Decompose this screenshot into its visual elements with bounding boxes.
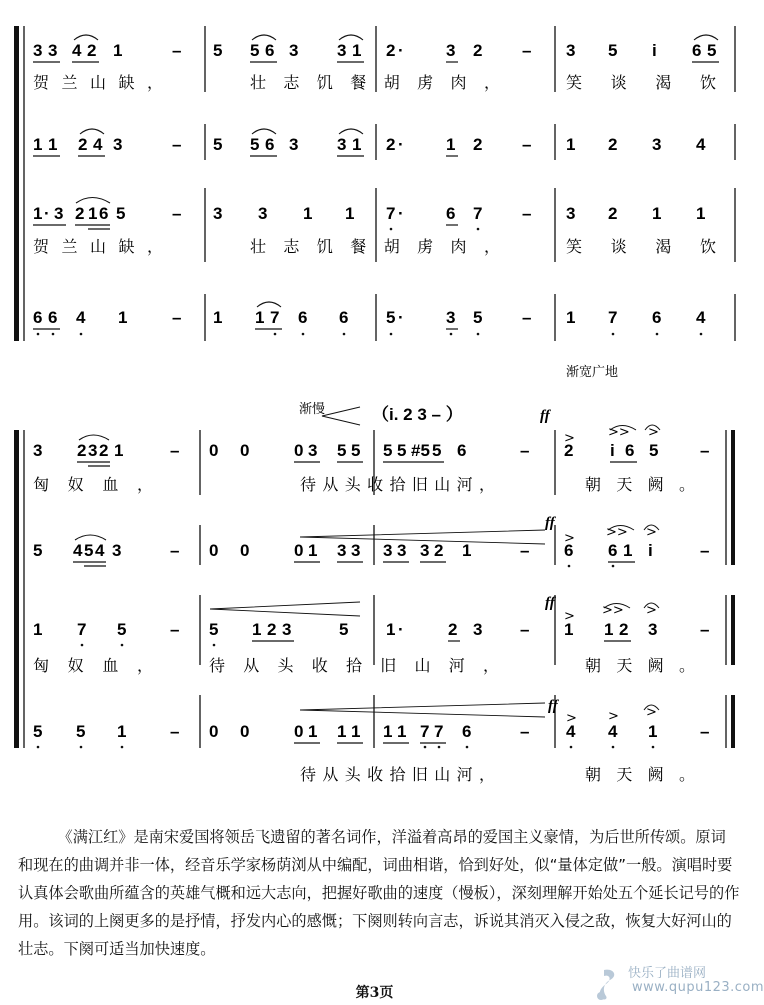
lyric: 朝天阙。 [585,765,695,784]
note: 1 [462,541,472,560]
accent-mark: > [564,431,575,446]
note: 6 [265,135,275,154]
note: 4 [73,541,83,560]
note: 0 [294,541,304,560]
note: 1 [566,308,576,327]
note: 5 [209,620,219,639]
tempo-mark-slower: 渐慢 [299,402,326,417]
accent-mark: >> [608,425,630,440]
note: 3 [337,541,347,560]
note: 5 [649,441,659,460]
note: 2 [99,441,109,460]
note: 0 [294,722,304,741]
dot: · [398,620,404,639]
dash: – [522,41,532,60]
note: 3 [54,204,64,223]
staff-row-8 [33,705,709,784]
dash: – [172,204,182,223]
note: 1 [345,204,355,223]
decrescendo-hairpin [322,407,360,425]
dynamic-ff: ff [545,595,555,611]
note: 5 [351,441,361,460]
note: 2 [386,41,396,60]
accent-mark: > [608,709,619,724]
note: 5 [84,541,94,560]
crescendo-hairpin [210,602,360,616]
note: 6 [564,541,574,560]
note: 1 [386,620,396,639]
note: 6 [265,41,275,60]
dynamic-ff: ff [545,515,555,531]
lyric: 笑谈渴饮 [566,237,716,256]
note: 3 [88,441,98,460]
note: 3 [446,308,456,327]
note: 3 [652,135,662,154]
dash: – [700,620,710,639]
accent-mark: > [646,525,657,540]
note: 6 [298,308,308,327]
note: 0 [240,441,250,460]
note: 1 [117,722,127,741]
note: 1 [623,541,633,560]
lyric: 朝天阙。 [585,475,695,494]
note: 5 [337,441,347,460]
dot: · [398,135,404,154]
note: 0 [209,722,219,741]
note: 1 [113,41,123,60]
lyric: 壮志饥餐胡虏肉， [250,73,500,92]
song-description: 《满江红》是南宋爱国将领岳飞遗留的著名词作，洋溢着高昂的爱国主义豪情，为后世所传颂。原词和现在的曲调并非一体，经音乐学家杨荫浏从中编配，词曲相谐，恰到好处，似“量体定做”一般。演唱时要认真体会歌曲所蕴含的英雄气概和远大志向，把握好歌曲的速度（慢板），深刻理解开始处五个延长记号的作用。该词的上阕更多的是抒情，抒发内心的感慨；下阕则转向言志，诉说其消灭入侵之敌，恢复大好河山的壮志。下阕可适当加快速度。 [18,828,740,958]
system-2 [14,364,738,784]
note: 5 [250,135,260,154]
note: 1 [48,135,58,154]
note: 1 [255,308,265,327]
note: 1 [566,135,576,154]
note: 5 [116,204,126,223]
note: 2 [448,620,458,639]
note: 1 [303,204,313,223]
note: 3 [566,204,576,223]
note: 5 [213,41,223,60]
note: 1 [352,41,362,60]
note: i [652,41,657,60]
note: 1 [33,620,43,639]
note: 5 [432,441,442,460]
note: 2 [77,441,87,460]
system-1-brace [14,26,19,341]
staff-row-5 [33,425,709,494]
dash: – [700,722,710,741]
lyric: 待从头收拾旧山河， [300,765,495,784]
lyric: 待从头收拾旧山河， [300,475,495,494]
dot: · [398,204,404,223]
note: 6 [99,204,109,223]
note: 3 [446,41,456,60]
instrumental-bracket: （i. 2 3 – ） [372,405,463,424]
staff-row-4 [33,302,706,335]
note: 1 [564,620,574,639]
crescendo-hairpin [300,703,545,717]
dash: – [522,135,532,154]
note: i [610,441,615,460]
note: 2 [75,204,85,223]
note: 6 [33,308,43,327]
note: 3 [258,204,268,223]
dynamic-ff: ff [548,698,558,714]
note: 6 [339,308,349,327]
note: 7 [386,204,396,223]
dot: · [398,308,404,327]
note: 1 [308,722,318,741]
note: 3 [282,620,292,639]
note: 4 [72,41,82,60]
note: 7 [434,722,444,741]
dash: – [170,541,180,560]
dash: – [520,620,530,639]
note: 1 [114,441,124,460]
note: 7 [473,204,483,223]
note: 3 [112,541,122,560]
note: 1 [604,620,614,639]
note: 3 [289,41,299,60]
note: 1 [397,722,407,741]
accent-mark: > [564,609,575,624]
dash: – [172,135,182,154]
slur [74,35,98,40]
dash: – [522,204,532,223]
note: 3 [383,541,393,560]
system-1 [14,26,742,341]
accent-mark: > [564,531,575,546]
note: 5 [386,308,396,327]
note: 3 [351,541,361,560]
note: 3 [113,135,123,154]
note: 2 [267,620,277,639]
dot: · [44,204,50,223]
page-number: 第3页 [355,985,394,1001]
note: 6 [48,308,58,327]
note: 3 [420,541,430,560]
note: 2 [473,135,483,154]
note: 4 [566,722,576,741]
note: 2 [473,41,483,60]
note: 5 [250,41,260,60]
tempo-mark-broad: 渐宽广地 [566,365,619,380]
dash: – [172,308,182,327]
note: i [648,541,653,560]
note: 1 [337,722,347,741]
note: 5 [397,441,407,460]
note: 1 [352,135,362,154]
dash: – [522,308,532,327]
note: 5 [339,620,349,639]
note: 1 [118,308,128,327]
note: 3 [33,441,43,460]
watermark-text: 快乐了曲谱网 [628,966,707,981]
note: 3 [308,441,318,460]
note: 1 [652,204,662,223]
accent-mark: >> [602,603,624,618]
staff-row-3 [33,198,716,257]
lyric: 匈奴血， [33,656,153,675]
note: 1 [308,541,318,560]
note: 1 [383,722,393,741]
dash: – [172,41,182,60]
dash: – [700,441,710,460]
dash: – [520,722,530,741]
note: 3 [648,620,658,639]
note: 5 [473,308,483,327]
note: 3 [337,41,347,60]
staff-row-6 [33,525,709,567]
note: 1 [252,620,262,639]
note: 4 [696,308,706,327]
watermark-url: www.qupu123.com [632,980,764,995]
lyric: 待从头收拾旧山河， [209,656,499,675]
note: 6 [446,204,456,223]
accent-mark: > [646,603,657,618]
note: 2 [619,620,629,639]
note: 5 [707,41,717,60]
note: 3 [473,620,483,639]
note: 1 [446,135,456,154]
note: 0 [240,541,250,560]
note: 1 [351,722,361,741]
dash: – [520,441,530,460]
note: 2 [434,541,444,560]
note: 4 [696,135,706,154]
lyric: 笑谈渴饮 [566,73,716,92]
note: 4 [93,135,103,154]
accent-mark: >> [606,525,628,540]
note: 1 [33,204,43,223]
accent-mark: > [646,705,657,720]
staff-row-2 [33,129,706,156]
accent-mark: > [648,425,659,440]
note: 0 [209,541,219,560]
note: 6 [608,541,618,560]
lyric: 贺兰山缺， [33,237,163,256]
note: 1 [33,135,43,154]
dash: – [170,620,180,639]
note: 1 [648,722,658,741]
lyric: 贺兰山缺， [33,73,163,92]
note: 0 [294,441,304,460]
note: 6 [625,441,635,460]
note: 6 [652,308,662,327]
note: 5 [608,41,618,60]
note: 0 [209,441,219,460]
note: 5 [76,722,86,741]
lyric: 匈奴血， [33,475,153,494]
note: 2 [608,204,618,223]
dash: – [520,541,530,560]
note: 4 [608,722,618,741]
note: 4 [95,541,105,560]
note: 6 [462,722,472,741]
dot: · [398,41,404,60]
lyric: 壮志饥餐胡虏肉， [250,237,500,256]
lyric: 朝天阙。 [585,656,695,675]
note: 3 [289,135,299,154]
note: 2 [87,41,97,60]
dash: – [700,541,710,560]
note: 3 [213,204,223,223]
note: 6 [457,441,467,460]
note: 2 [386,135,396,154]
note: 3 [48,41,58,60]
note: 3 [566,41,576,60]
system-2-brace [14,430,19,748]
note: 1 [213,308,223,327]
note: 7 [270,308,280,327]
note: 5 [213,135,223,154]
note: 5 [117,620,127,639]
note: 1 [88,204,98,223]
note: 7 [77,620,87,639]
note: 0 [240,722,250,741]
note: 2 [608,135,618,154]
dynamic-ff: ff [540,408,550,424]
note: 5 [33,722,43,741]
note: 6 [692,41,702,60]
staff-row-7 [33,603,709,675]
note: 5 [33,541,43,560]
note: 3 [397,541,407,560]
note: 2 [78,135,88,154]
dash: – [170,722,180,741]
dash: – [170,441,180,460]
note: 5 [383,441,393,460]
note: #5 [411,441,430,460]
note: 1 [696,204,706,223]
accent-mark: > [566,711,577,726]
note: 3 [337,135,347,154]
note: 4 [76,308,86,327]
note: 7 [420,722,430,741]
note: 2 [564,441,574,460]
note: 3 [33,41,43,60]
note: 7 [608,308,618,327]
